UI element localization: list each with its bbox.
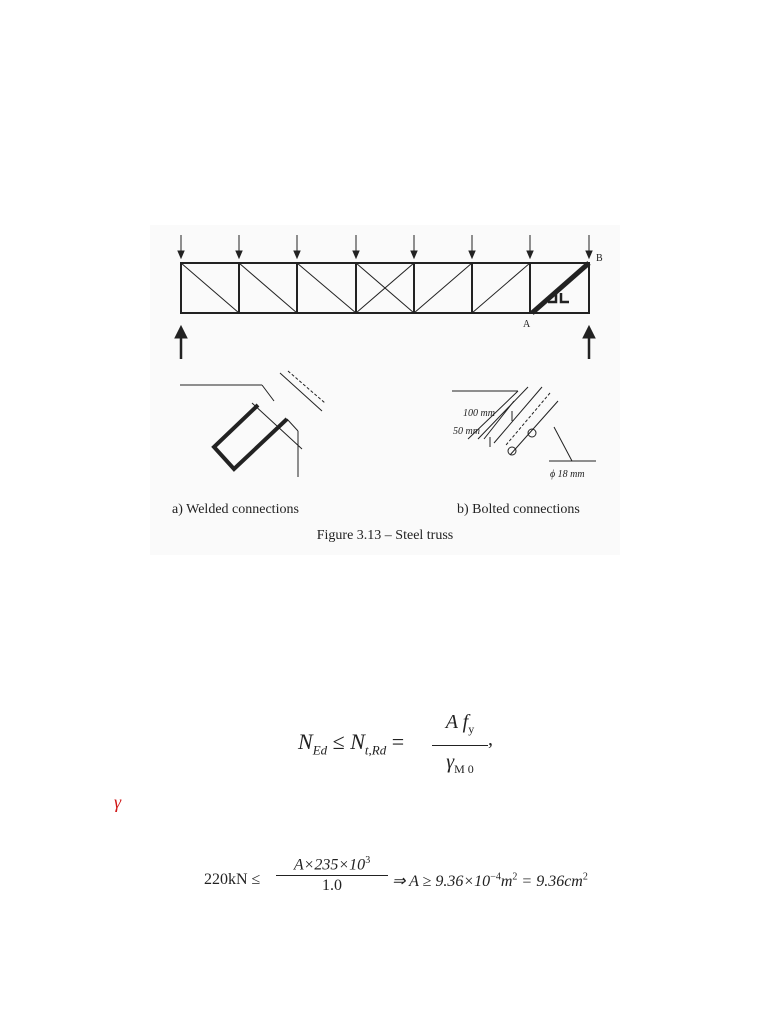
equation-comma: , xyxy=(488,728,493,750)
area-calculation-equation xyxy=(204,855,624,907)
steel-truss-figure xyxy=(150,225,620,555)
figure-title: Figure 3.13 – Steel truss xyxy=(316,528,454,543)
welded-detail xyxy=(180,371,325,477)
dim-100mm-label: 100 mm xyxy=(463,408,495,419)
gamma-symbol: γ xyxy=(114,792,122,812)
dim-50mm-label: 50 mm xyxy=(453,426,480,437)
equation2-result: ⇒ $A \ge 9.36\times 10^{-4}m^2 = 9.36cm^2$ xyxy=(392,871,588,890)
support-arrows xyxy=(175,326,595,359)
bolt-diameter-label: ϕ 18 mm xyxy=(550,469,585,480)
node-a-label: A xyxy=(523,319,531,330)
design-tension-equation xyxy=(298,708,498,788)
equation2-fraction: $A\times 235\times 10^3$ 1.0 xyxy=(276,855,388,895)
caption-welded: a) Welded connections xyxy=(172,502,299,517)
equation-lhs: $N_{Ed} \le N_{t,Rd}$ = xyxy=(298,729,405,758)
load-arrows xyxy=(178,235,592,258)
caption-bolted: b) Bolted connections xyxy=(457,502,580,517)
equation2-lhs: 220kN ≤ xyxy=(204,871,261,888)
equation-fraction: A $f_y$ $\gamma_{M 0}$ xyxy=(432,708,488,783)
node-b-label: B xyxy=(596,253,603,264)
bolted-detail xyxy=(452,387,596,461)
member-ab xyxy=(532,263,589,313)
